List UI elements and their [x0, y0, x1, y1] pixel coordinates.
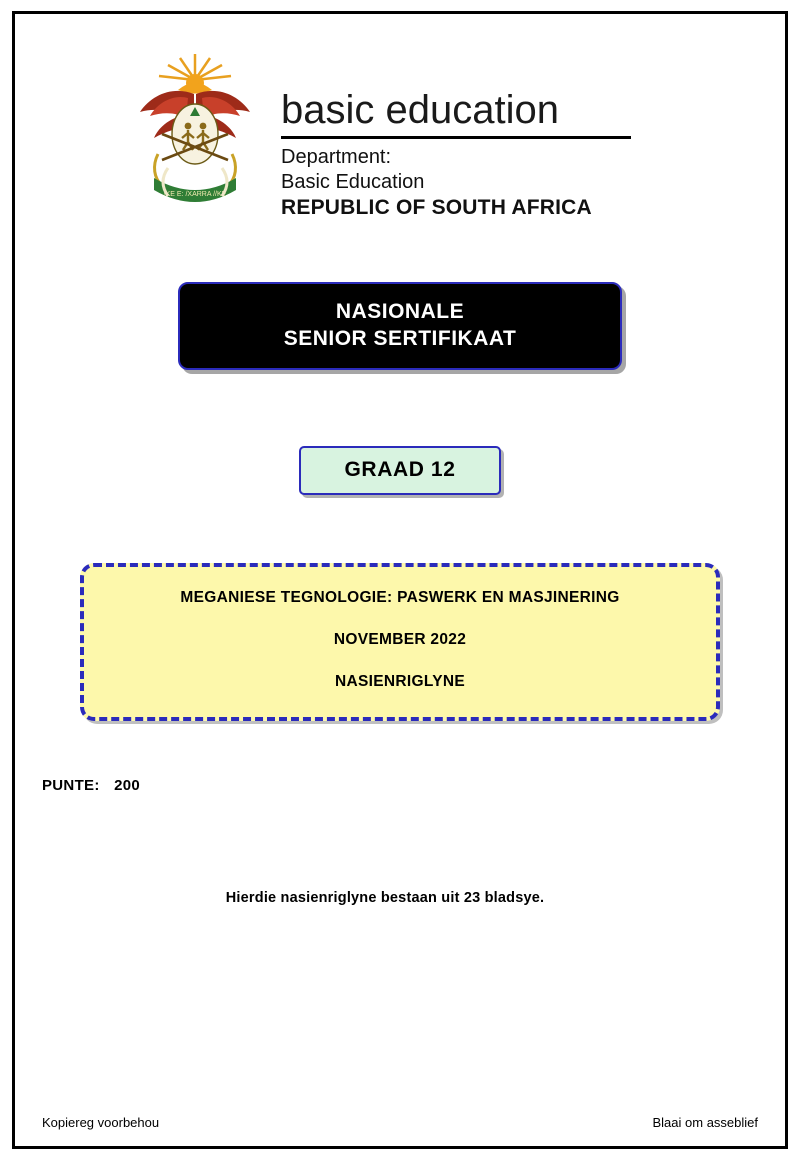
department-label: Department:: [281, 146, 392, 168]
footer-turn-over: Blaai om asseblief: [652, 1115, 758, 1130]
subject-banner: [80, 563, 720, 721]
document-header: [28, 24, 772, 220]
department-identity: [281, 50, 631, 220]
page-content: [28, 24, 772, 1136]
grade-banner-wrap: [28, 446, 772, 495]
footer-copyright: Kopiereg voorbehou: [42, 1115, 160, 1130]
marks-line: [28, 777, 772, 794]
page-footer: [42, 1115, 758, 1130]
marks-label: PUNTE:: [42, 777, 100, 794]
brand-divider: [281, 136, 631, 139]
south-african-coat-of-arms-icon: [128, 50, 263, 215]
marks-value: 200: [114, 777, 141, 794]
subject-session: NOVEMBER 2022: [333, 631, 467, 648]
subject-document-type: NASIENRIGLYNE: [335, 673, 465, 690]
country-name: REPUBLIC OF SOUTH AFRICA: [281, 196, 592, 219]
department-name: Basic Education: [281, 171, 425, 193]
brand-title: basic education: [281, 88, 559, 132]
certificate-line-1: NASIONALE: [335, 300, 465, 323]
grade-banner: GRAAD 12: [299, 446, 501, 495]
certificate-banner-wrap: [28, 282, 772, 370]
certificate-banner: [178, 282, 622, 370]
certificate-line-2: SENIOR SERTIFIKAAT: [283, 327, 517, 350]
svg-text:!KE E: /XARRA //KE: !KE E: /XARRA //KE: [163, 191, 227, 198]
subject-banner-wrap: [28, 563, 772, 721]
subject-title: MEGANIESE TEGNOLOGIE: PASWERK EN MASJINERING: [180, 589, 620, 606]
pages-note: Hierdie nasienriglyne bestaan uit 23 bladsye.: [225, 890, 545, 906]
